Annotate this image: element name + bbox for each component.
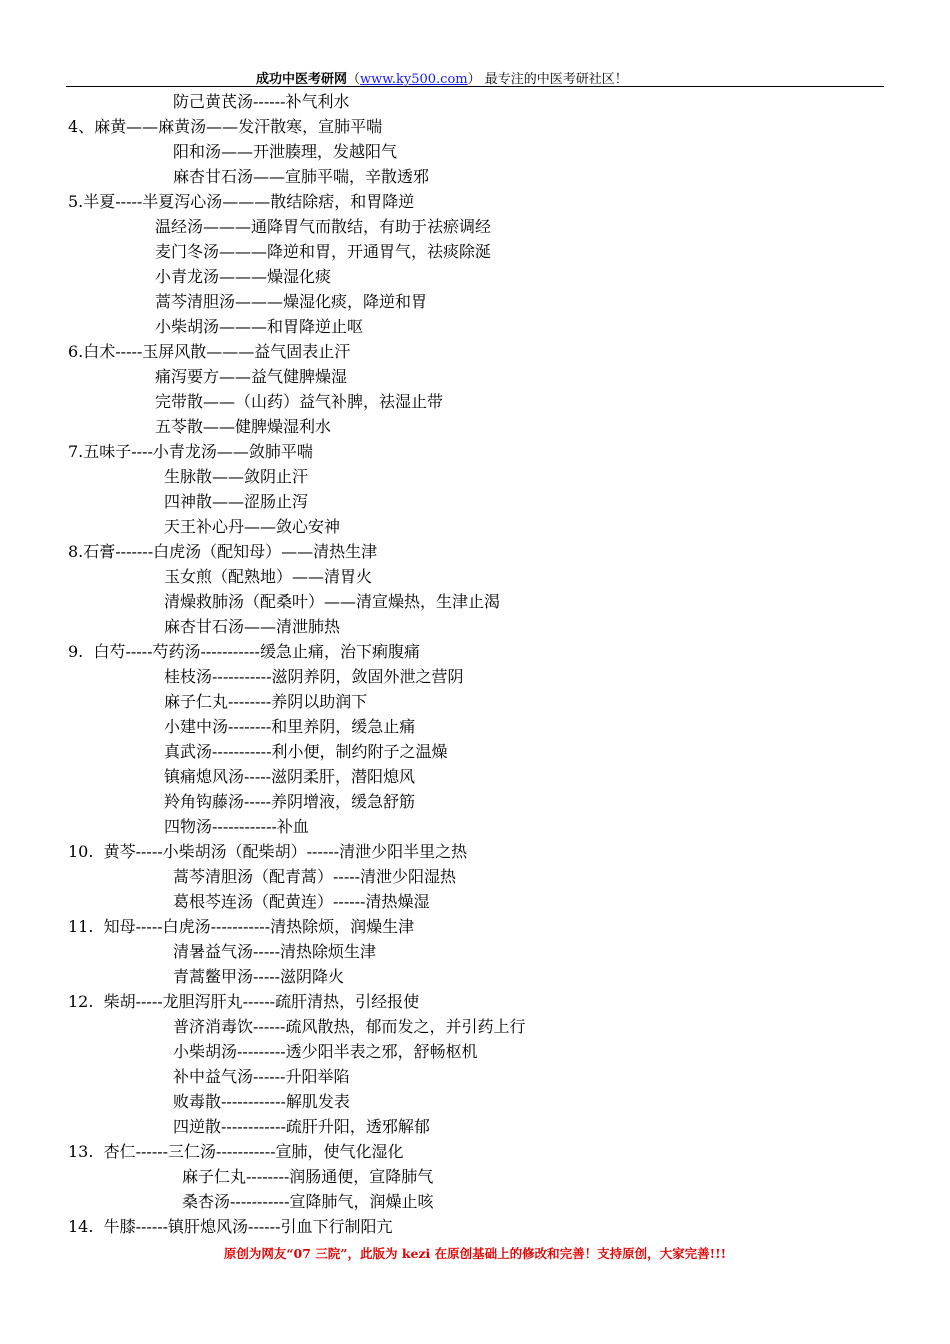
- text-line: 11. 知母-----白虎汤-----------清热除烦，润燥生津: [68, 917, 415, 936]
- header-rule: [66, 86, 884, 87]
- text-line: 小柴胡汤---------透少阳半表之邪，舒畅枢机: [173, 1042, 478, 1061]
- text-line: 小青龙汤———燥湿化痰: [155, 267, 332, 286]
- text-line: 麻子仁丸--------养阴以助润下: [164, 692, 368, 711]
- text-line: 四神散——涩肠止泻: [164, 492, 309, 511]
- text-line: 蒿芩清胆汤（配青蒿）-----清泄少阳湿热: [173, 867, 457, 886]
- text-line: 青蒿鳖甲汤-----滋阴降火: [173, 967, 345, 986]
- text-line: 阳和汤——开泄腠理，发越阳气: [173, 142, 398, 161]
- text-line: 小建中汤--------和里养阴，缓急止痛: [164, 717, 416, 736]
- text-line: 10. 黄芩-----小柴胡汤（配柴胡）------清泄少阳半里之热: [68, 842, 468, 861]
- site-tagline: 最专注的中医考研社区！: [480, 72, 628, 87]
- text-line: 蒿芩清胆汤———燥湿化痰，降逆和胃: [155, 292, 428, 311]
- text-line: 13. 杏仁------三仁汤-----------宣肺，使气化湿化: [68, 1142, 404, 1161]
- text-line: 麦门冬汤———降逆和胃，开通胃气，祛痰除涎: [155, 242, 492, 261]
- text-line: 7.五味子----小青龙汤——敛肺平喘: [68, 442, 313, 461]
- text-line: 6.白术-----玉屏风散———益气固表止汗: [68, 342, 351, 361]
- text-line: 12. 柴胡-----龙胆泻肝丸------疏肝清热，引经报使: [68, 992, 420, 1011]
- text-line: 9. 白芍-----芍药汤-----------缓急止痛，治下痢腹痛: [68, 642, 420, 661]
- text-line: 四逆散------------疏肝升阳，透邪解郁: [173, 1117, 430, 1136]
- text-line: 葛根芩连汤（配黄连）------清热燥湿: [173, 892, 430, 911]
- text-line: 桑杏汤-----------宣降肺气，润燥止咳: [182, 1192, 434, 1211]
- paren-open: （: [347, 72, 361, 87]
- text-line: 麻杏甘石汤——清泄肺热: [164, 617, 341, 636]
- text-line: 五苓散——健脾燥湿利水: [155, 417, 332, 436]
- text-line: 玉女煎（配熟地）——清胃火: [164, 567, 373, 586]
- text-line: 清暑益气汤-----清热除烦生津: [173, 942, 377, 961]
- text-line: 温经汤———通降胃气而散结，有助于祛瘀调经: [155, 217, 492, 236]
- page-header: [66, 66, 884, 90]
- text-line: 4、麻黄——麻黄汤——发汗散寒，宣肺平喘: [68, 117, 383, 136]
- text-line: 生脉散——敛阴止汗: [164, 467, 309, 486]
- text-line: 麻子仁丸--------润肠通便，宣降肺气: [182, 1167, 434, 1186]
- site-name: 成功中医考研网: [256, 72, 348, 87]
- text-line: 痛泻要方——益气健脾燥湿: [155, 367, 348, 386]
- text-line: 天王补心丹——敛心安神: [164, 517, 341, 536]
- text-line: 桂枝汤-----------滋阴养阴，敛固外泄之营阴: [164, 667, 464, 686]
- text-line: 清燥救肺汤（配桑叶）——清宣燥热，生津止渴: [164, 592, 501, 611]
- text-line: 小柴胡汤———和胃降逆止呕: [155, 317, 364, 336]
- text-line: 镇痛熄风汤-----滋阴柔肝，潜阳熄风: [164, 767, 416, 786]
- site-link[interactable]: www.ky500.com: [360, 72, 468, 87]
- text-line: 14. 牛膝------镇肝熄风汤------引血下行制阳亢: [68, 1217, 393, 1236]
- text-line: 防己黄芪汤------补气利水: [173, 92, 350, 111]
- text-line: 羚角钩藤汤-----养阴增液，缓急舒筋: [164, 792, 416, 811]
- text-line: 补中益气汤------升阳举陷: [173, 1067, 350, 1086]
- text-line: 真武汤-----------利小便，制约附子之温燥: [164, 742, 448, 761]
- text-line: 麻杏甘石汤——宣肺平喘，辛散透邪: [173, 167, 430, 186]
- page-footer-note: 原创为网友“07 三院”，此版为 kezi 在原创基础上的修改和完善！支持原创，大家完善!!!: [223, 1246, 727, 1261]
- text-line: 8.石膏-------白虎汤（配知母）——清热生津: [68, 542, 378, 561]
- text-line: 败毒散------------解肌发表: [173, 1092, 350, 1111]
- header-text: [256, 68, 628, 87]
- text-line: 四物汤------------补血: [164, 817, 309, 836]
- text-line: 完带散——（山药）益气补脾，祛湿止带: [155, 392, 444, 411]
- text-line: 普济消毒饮------疏风散热，郁而发之，并引药上行: [173, 1017, 526, 1036]
- paren-close: ）: [467, 72, 481, 87]
- text-line: 5.半夏-----半夏泻心汤———散结除痞，和胃降逆: [68, 192, 415, 211]
